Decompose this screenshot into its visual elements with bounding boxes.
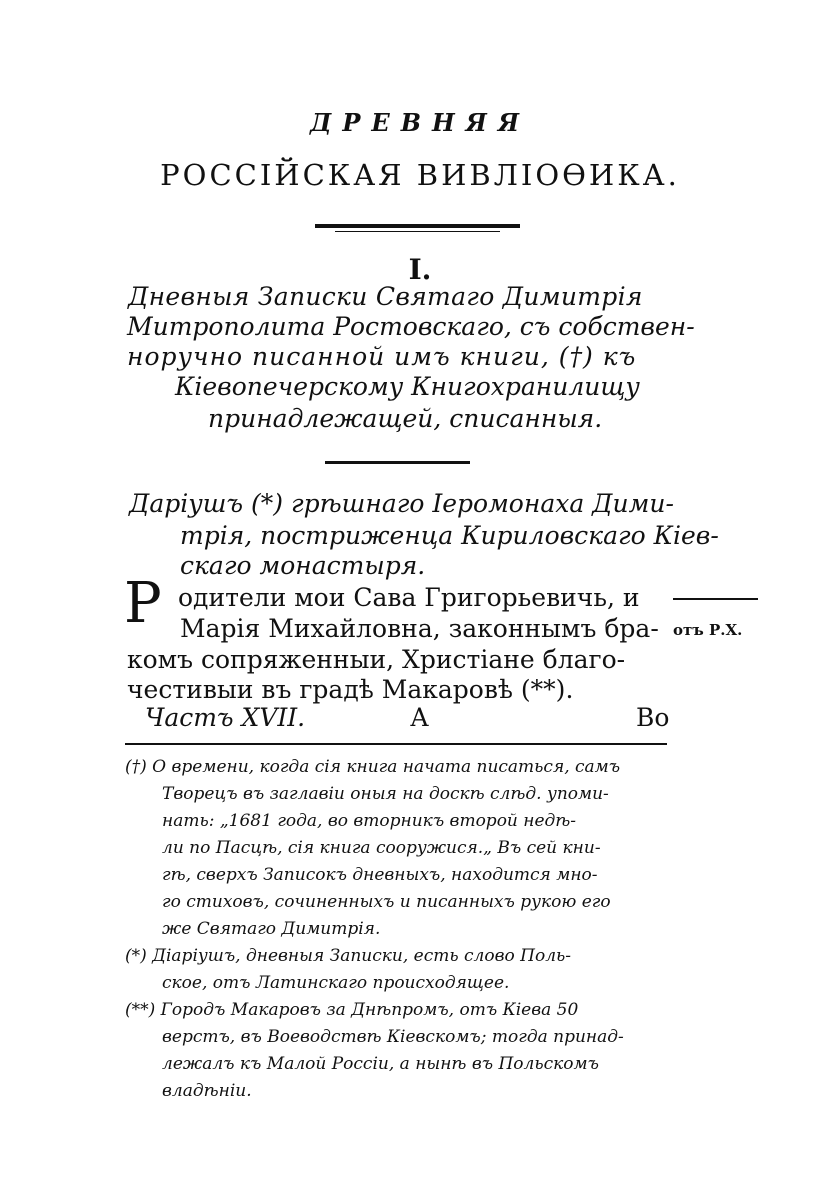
footnote-line: верстъ, въ Воеводствѣ Кіевскомъ; тогда принад- [162, 1027, 624, 1047]
footnote-line: гѣ, сверхъ Записокъ дневныхъ, находится мно- [162, 865, 598, 885]
footnote-line: Творецъ въ заглавіи оныя на доскѣ слѣд. упоми- [162, 784, 609, 804]
drop-cap: Р [124, 571, 162, 636]
signature-part: Частъ XVII. [145, 703, 306, 732]
footnote-line: (*) Діаріушъ, дневныя Записки, есть слово Поль- [125, 946, 572, 966]
title-rule [315, 224, 520, 228]
running-title: ДРЕВНЯЯ [310, 108, 530, 137]
section-title-line: Митрополита Ростовскаго, съ собствен- [127, 312, 695, 341]
diary-heading-line: Даріушъ (*) грѣшнаго Іеромонаха Дими- [129, 489, 674, 518]
section-title-line: норучно писанной имъ книги, (†) къ [127, 342, 637, 371]
section-number: I. [408, 253, 432, 286]
section-title-line: принадлежащей, списанныя. [208, 404, 603, 433]
footnote-line: лежалъ къ Малой Россіи, а нынѣ въ Польскомъ [162, 1054, 599, 1074]
paragraph-line: Марія Михайловна, законнымъ бра- [180, 614, 659, 643]
footnote-line: ское, отъ Латинскаго происходящее. [162, 973, 510, 993]
margin-year-note: отъ Р.Х. [673, 621, 743, 639]
section-title-line: Дневныя Записки Святаго Димитрія [128, 282, 643, 311]
footnote-line: (†) О времени, когда сія книга начата писаться, самъ [125, 757, 621, 777]
paragraph-line: комъ сопряженныи, Христіане благо- [127, 645, 626, 674]
diary-heading-line: скаго монастыря. [180, 551, 426, 580]
footnote-line: ли по Пасцѣ, сія книга сооружися.„ Въ сей кни- [162, 838, 601, 858]
catchword: Во [636, 703, 670, 732]
footnote-line: владѣніи. [162, 1081, 252, 1101]
section-title-line: Кіевопечерскому Книгохранилищу [175, 372, 640, 401]
title-rule-thin [335, 231, 500, 232]
footnote-line: (**) Городъ Макаровъ за Днѣпромъ, отъ Кіева 50 [125, 1000, 579, 1020]
signature-letter: А [410, 703, 429, 732]
paragraph-line: честивыи въ градѣ Макаровѣ (**). [127, 675, 574, 704]
section-rule [325, 461, 470, 464]
footnote-rule [125, 743, 667, 745]
main-title: РОССІЙСКАЯ ВИВЛІОѲИКА. [160, 158, 680, 192]
margin-rule [673, 598, 758, 600]
diary-heading-line: трія, постриженца Кириловскаго Кіев- [180, 521, 719, 550]
paragraph-line: одители мои Сава Григорьевичь, и [178, 583, 640, 612]
footnote-line: же Святаго Димитрія. [162, 919, 381, 939]
footnote-line: го стиховъ, сочиненныхъ и писанныхъ рукою его [162, 892, 611, 912]
footnote-line: нать: „1681 года, во вторникъ второй недѣ- [162, 811, 577, 831]
